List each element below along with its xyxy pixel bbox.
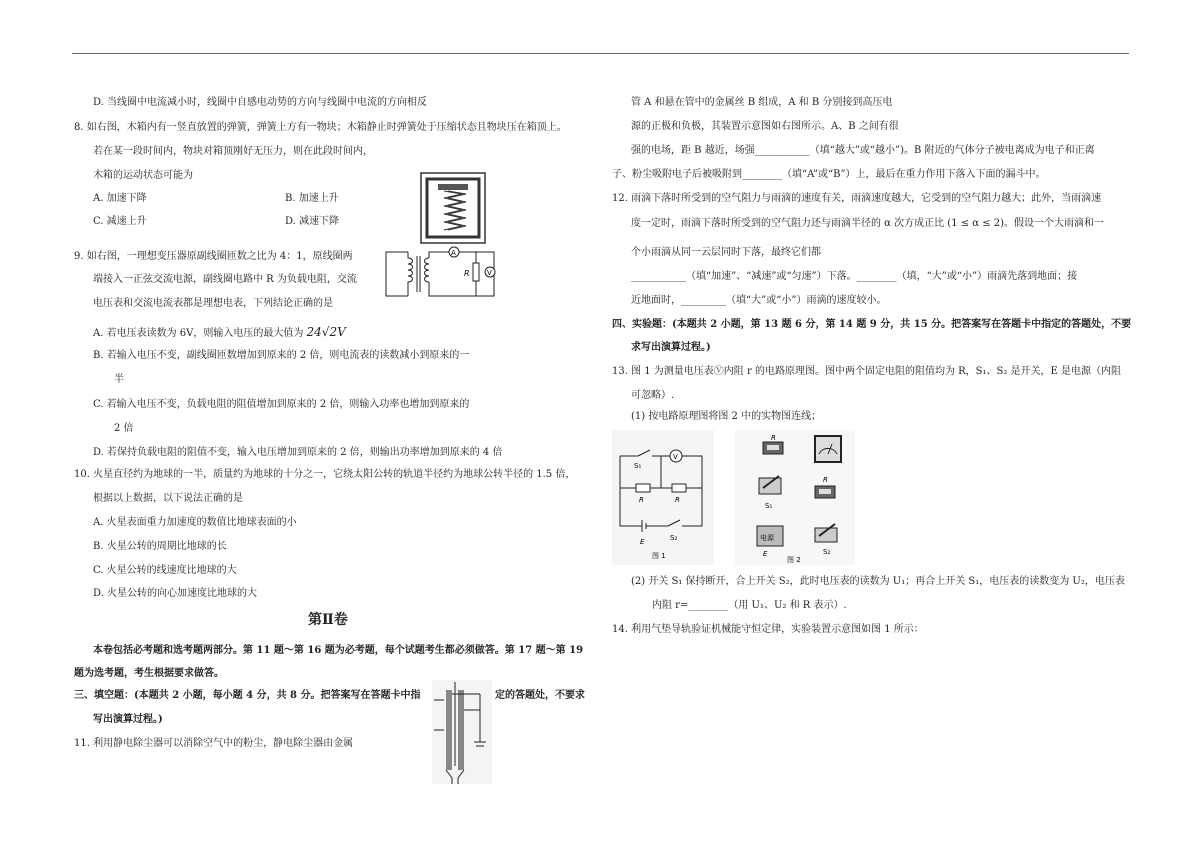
q10-option-b: B. 火星公转的周期比地球的长 — [93, 541, 227, 552]
ammeter-label: A — [451, 249, 456, 257]
q11-line-2: 源的正极和负极，其装置示意图如右图所示。A、B 之间有很 — [631, 121, 899, 132]
fig1-s2-label: S₂ — [670, 534, 678, 542]
section4-heading-2: 求写出演算过程。) — [631, 342, 711, 353]
q13-line-3: (1) 按电路原理图将图 2 中的实物图连线； — [631, 411, 822, 422]
part2-intro-2: 题为选考题，考生根据要求做答。 — [74, 668, 224, 679]
q9-stem-2: 端接入一正弦交流电源，副线圈电路中 R 为负载电阻，交流 — [93, 274, 357, 285]
q8-stem-2: 若在某一段时间内，物块对箱顶刚好无压力，则在此段时间内， — [93, 146, 373, 157]
q8-option-d: D. 减速下降 — [285, 216, 340, 227]
q8-option-c: C. 减速上升 — [93, 216, 147, 227]
circuit-diagram-figure-1 — [612, 430, 714, 565]
q11-line-1: 管 A 和悬在管中的金属丝 B 组成，A 和 B 分别接到高压电 — [631, 97, 893, 108]
fig2-caption: 图 2 — [787, 556, 801, 564]
q11-stem-start: 11. 利用静电除尘器可以消除空气中的粉尘，静电除尘器由金属 — [74, 738, 354, 749]
spring-box-figure — [420, 172, 486, 244]
q9-option-c-1: C. 若输入电压不变，负载电阻的阻值增加到原来的 2 倍，则输入功率也增加到原来的 — [93, 399, 470, 410]
q13-line-5: 内阻 r=________（用 U₁、U₂ 和 R 表示）. — [652, 600, 847, 611]
q9-option-d: D. 若保持负载电阻的阻值不变，输入电压增加到原来的 2 倍，则输出功率增加到原来的 4 倍 — [93, 447, 503, 458]
fig2-s2-label: S₂ — [823, 548, 831, 556]
q9-stem-1: 9. 如右图，一理想变压器原副线圈匝数之比为 4：1，原线圈两 — [74, 251, 353, 262]
q8-option-a: A. 加速下降 — [93, 193, 147, 204]
q11-line-3: 强的电场，距 B 越近，场强___________（填“越大”或“越小”)。B 附近的气体分子被电离成为电子和正离 — [631, 145, 1095, 156]
fig1-caption: 图 1 — [652, 552, 666, 560]
q9-stem-3: 电压表和交流电流表都是理想电表，下列结论正确的是 — [93, 298, 333, 309]
q12-line-1: 12. 雨滴下落时所受到的空气阻力与雨滴的速度有关，雨滴速度越大，它受到的空气阻力越大；此外，当雨滴速 — [612, 193, 1102, 204]
section3-heading-c: 写出演算过程。) — [93, 714, 163, 725]
q10-option-d: D. 火星公转的向心加速度比地球的大 — [93, 588, 258, 599]
q10-stem-1: 10. 火星直径约为地球的一半，质量约为地球的十分之一，它绕太阳公转的轨道半径约为地球公转半径的 1.5 倍， — [74, 469, 576, 480]
resistor-label: R — [464, 269, 470, 278]
q11-line-4: 子、粉尘吸附电子后被吸附到________（填“A”或“B”）上，最后在重力作用下落入下面的漏斗中。 — [612, 169, 1046, 180]
q13-line-2: 可忽略）. — [631, 390, 675, 401]
q10-option-c: C. 火星公转的线速度比地球的大 — [93, 565, 237, 576]
part2-title: 第Ⅱ卷 — [308, 612, 348, 628]
q14-stem: 14. 利用气垫导轨验证机械能守恒定律，实验装置示意图如图 1 所示： — [612, 624, 924, 635]
q12-line-2: 度一定时，雨滴下落时所受到的空气阻力还与雨滴半径的 α 次方成正比 (1 ≤ α ≤ 2)。假设一个大雨滴和一 — [631, 218, 1105, 229]
part2-intro-1: 本卷包括必考题和选考题两部分。第 11 题～第 16 题为必考题，每个试题考生都必须做答。第 17 题～第 19 — [93, 645, 584, 656]
q12-line-5: 近地面时，_________（填“大”或“小”）雨滴的速度较小。 — [631, 295, 887, 306]
fig1-e-label: E — [640, 538, 645, 546]
q10-option-a: A. 火星表面重力加速度的数值比地球表面的小 — [93, 517, 297, 528]
q7-option-d: D. 当线圈中电流减小时，线圈中自感电动势的方向与线圈中电流的方向相反 — [93, 97, 428, 108]
fig1-s1-label: S₁ — [634, 462, 642, 470]
section4-heading-1: 四、实验题：(本题共 2 小题，第 13 题 6 分，第 14 题 9 分，共 15 分。把答案写在答题卡中指定的答题处，不要 — [612, 319, 1132, 330]
q9-option-c-2: 2 倍 — [114, 423, 134, 434]
fig1-v-label: V — [673, 453, 678, 461]
q9-option-a-formula: 24√2V — [306, 325, 346, 339]
q12-line-4: ___________（填“加速”、“减速”或“匀速”）下落。________（填，“大”或“小”）雨滴先落到地面；接 — [631, 271, 1078, 282]
header-rule — [72, 53, 1129, 54]
apparatus-figure-2 — [735, 430, 855, 565]
q8-stem-1: 8. 如右图，木箱内有一竖直放置的弹簧，弹簧上方有一物块；木箱静止时弹簧处于压缩状态且物块压在箱顶上。 — [74, 122, 567, 133]
section3-heading-a: 三、填空题：(本题共 2 小题，每小题 4 分，共 8 分。把答案写在答题卡中指 — [74, 690, 421, 701]
precipitator-figure — [432, 680, 492, 784]
q9-option-a — [93, 325, 346, 340]
transformer-figure — [384, 246, 500, 302]
q9-option-b-1: B. 若输入电压不变，副线圈匝数增加到原来的 2 倍，则电流表的读数减小到原来的一 — [93, 350, 470, 361]
fig2-e-label: E — [763, 550, 768, 558]
q10-stem-2: 根据以上数据，以下说法正确的是 — [93, 493, 243, 504]
q8-stem-3: 木箱的运动状态可能为 — [93, 170, 193, 181]
q9-option-a-text: A. 若电压表读数为 6V，则输入电压的最大值为 — [93, 328, 304, 339]
fig1-r2-label: R — [675, 496, 680, 504]
fig2-r1-label: R — [771, 434, 776, 442]
fig2-power-label: 电源 — [760, 534, 774, 542]
fig2-s1-label: S₁ — [765, 502, 773, 510]
q9-option-b-2: 半 — [114, 374, 124, 385]
fig1-r1-label: R — [639, 496, 644, 504]
voltmeter-label: V — [487, 269, 492, 277]
q13-line-1: 13. 图 1 为测量电压表Ⓥ内阻 r 的电路原理图。图中两个固定电阻的阻值均为 R，S₁、S₂ 是开关，E 是电源（内阻 — [612, 366, 1122, 377]
q8-option-b: B. 加速上升 — [285, 193, 339, 204]
section3-heading-b: 定的答题处，不要求 — [495, 690, 585, 701]
fig2-r2-label: R — [823, 476, 828, 484]
q12-line-3: 个小雨滴从同一云层同时下落，最终它们都 — [631, 247, 821, 258]
q13-line-4: (2) 开关 S₁ 保持断开，合上开关 S₂，此时电压表的读数为 U₁；再合上开关 S₁，电压表的读数变为 U₂，电压表 — [631, 576, 1125, 587]
